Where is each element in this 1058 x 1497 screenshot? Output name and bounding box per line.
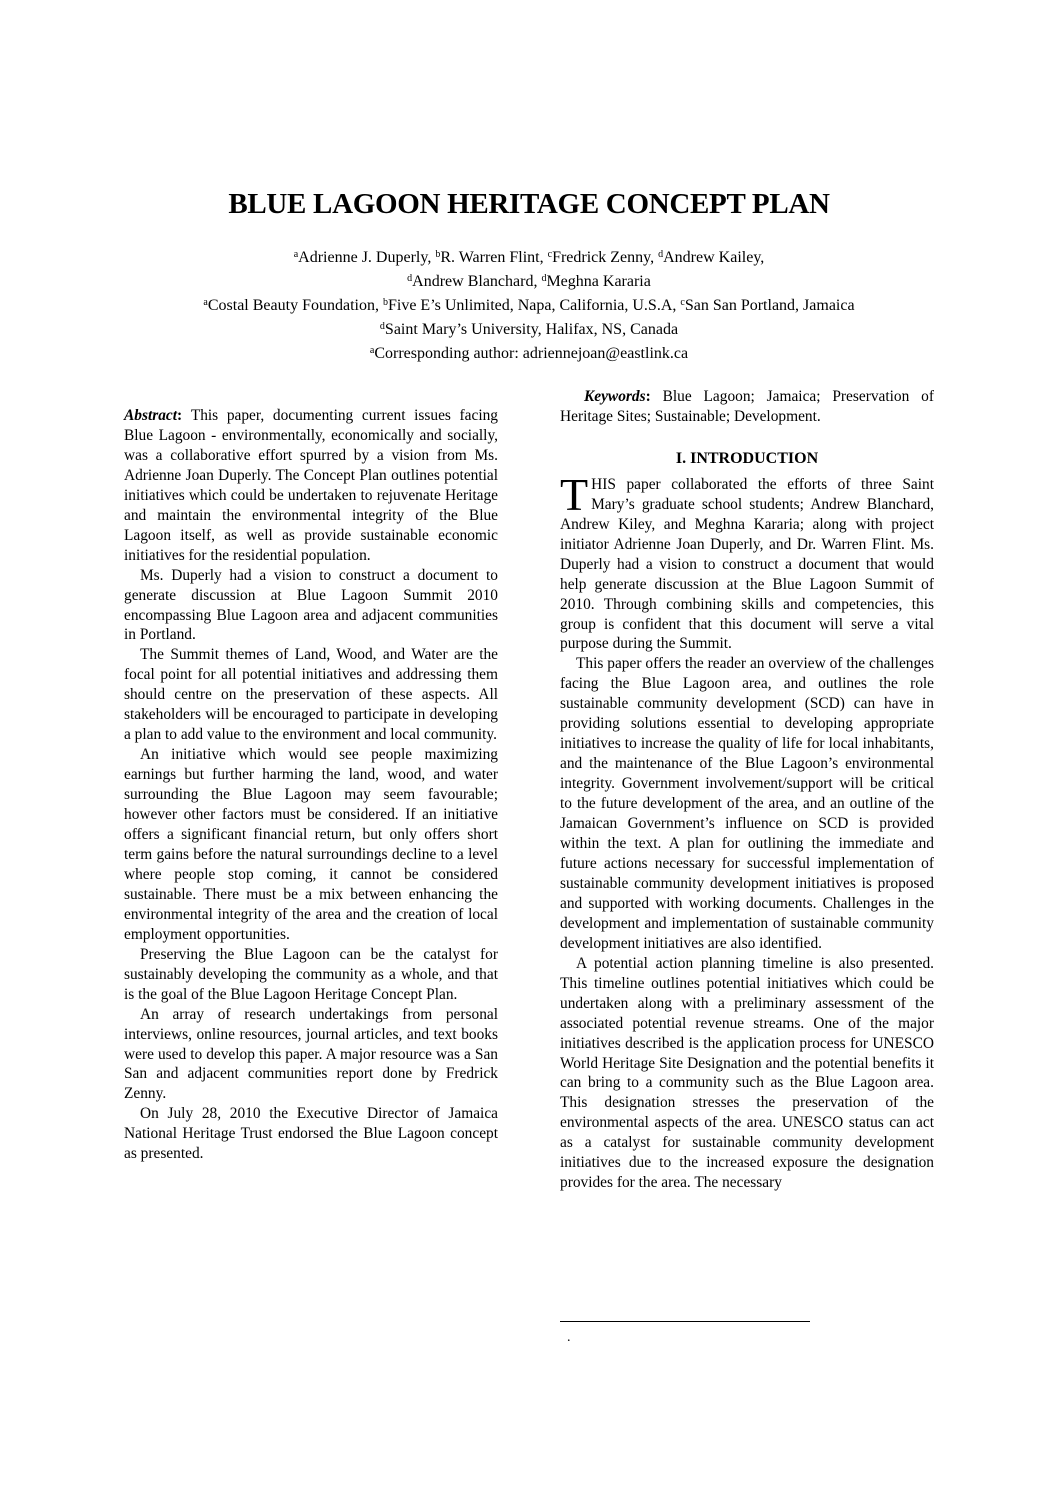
affiliation: $^b$Five E’s Unlimited, Napa, California, U.S.A, — [382, 297, 681, 314]
affiliations-line-1 — [0, 294, 1058, 318]
corresponding-email: Corresponding author: adriennejoan@eastlink.ca — [374, 345, 689, 362]
footnote-mark: . — [567, 1330, 571, 1345]
author: $^a$Adrienne J. Duperly, — [293, 249, 436, 266]
affiliations-line-2 — [0, 318, 1058, 342]
paragraph: This paper offers the reader an overview of the challenges facing the Blue Lagoon area, and outlines the role sustainable community development (SCD) can have in providing solutions essential to developing appropriate initiatives to increase the quality of life for local inhabitants, and the maintenance of the Blue Lagoon’s environmental integrity. Government involvement/support will be critical to the future development of the area, and an outline of the Jamaican Government’s influence on SCD is provided within the text. A plan for outlining the immediate and future actions necessary for successful implementation of sustainable community development initiatives is proposed and supported with working documents. Challenges in the development and implementation of sustainable community development initiatives are also identified. — [560, 655, 934, 952]
keywords: Keywords: Blue Lagoon; Jamaica; Preservation of Heritage Sites; Sustainable; Development. — [560, 388, 934, 425]
author: $^b$R. Warren Flint, — [435, 249, 548, 266]
left-column — [124, 406, 498, 1164]
intro-smallcaps: HIS — [591, 475, 616, 493]
authors-line-1 — [0, 246, 1058, 270]
paragraph: The Summit themes of Land, Wood, and Water are the focal point for all potential initiatives and addressing them should centre on the preservation of these aspects. All stakeholders will be encouraged to participate in developing a plan to add value to the environment and local community. — [124, 646, 498, 744]
author: $^d$Meghna Kararia — [541, 273, 651, 290]
paragraph: A potential action planning timeline is also presented. This timeline outlines potential initiatives which could be undertaken along with a preliminary assessment of the associated potential revenue streams. One of the major initiatives described is the application process for UNESCO World Heritage Site Designation and the potential benefits it can bring to a community such as the Blue Lagoon area. This designation stresses the preservation of the environmental aspects of the area. UNESCO status can act as a catalyst for sustainable community development initiatives due to the increased exposure the designation provides for the area. The necessary — [560, 954, 934, 1192]
author: $^c$Fredrick Zenny, — [547, 249, 659, 266]
section-heading-introduction: I. INTRODUCTION — [675, 449, 819, 467]
right-column — [560, 387, 934, 1193]
affiliation: $^c$San San Portland, Jamaica — [680, 297, 855, 314]
authors-line-2 — [0, 270, 1058, 294]
paragraph: An initiative which would see people maximizing earnings but further harming the land, wood, and water surrounding the Blue Lagoon may seem favourable; however other factors must be considered. If an initiative offers a significant financial return, but only offers short term gains before the natural surroundings decline to a level where people stop coming, it cannot be considered sustainable. There must be a mix between enhancing the environmental integrity of the area and the creation of local employment opportunities. — [124, 746, 498, 943]
abstract-text: This paper, documenting current issues facing Blue Lagoon - environmentally, economically and socially, was a collaborative effort spurred by a vision from Ms. Adrienne Joan Duperly. The Concept Plan outlines potential initiatives which could be undertaken to rejuvenate Heritage and maintain the environmental integrity of the Blue Lagoon itself, as well as provide sustainable economic initiatives for the residential population. — [124, 407, 498, 564]
paragraph: Preserving the Blue Lagoon can be the catalyst for sustainably developing the community as a whole, and that is the goal of the Blue Lagoon Heritage Concept Plan. — [124, 945, 498, 1003]
corresponding-author: $^a$Corresponding author: adriennejoan@eastlink.ca — [369, 345, 689, 362]
keywords-text: Blue Lagoon; Jamaica; Preservation of Heritage Sites; Sustainable; Development. — [560, 388, 934, 425]
author: $^d$Andrew Blanchard, — [407, 273, 542, 290]
abstract: Abstract: This paper, documenting current issues facing Blue Lagoon - environmentally, economically and socially, was a collaborative effort spurred by a vision from Ms. Adrienne Joan Duperly. The Concept Plan outlines potential initiatives which could be undertaken to rejuvenate Heritage and maintain the environmental integrity of the Blue Lagoon itself, as well as provide sustainable economic initiatives for the residential population. — [124, 407, 498, 564]
affiliation: $^d$Saint Mary’s University, Halifax, NS, Canada — [379, 321, 679, 338]
paper-title: BLUE LAGOON HERITAGE CONCEPT PLAN — [228, 188, 830, 220]
paragraph: On July 28, 2010 the Executive Director of Jamaica National Heritage Trust endorsed the Blue Lagoon concept as presented. — [124, 1105, 498, 1163]
footnote-divider — [560, 1321, 810, 1322]
paragraph: An array of research undertakings from personal interviews, online resources, journal articles, and text books were used to develop this paper. A major resource was a San San and adjacent communities report done by Fredrick Zenny. — [124, 1005, 498, 1103]
keywords-label: Keywords — [584, 388, 646, 405]
affiliation: $^a$Costal Beauty Foundation, — [203, 297, 383, 314]
intro-paragraph: THIS paper collaborated the efforts of three Saint Mary’s graduate school students; Andrew Blanchard, Andrew Kiley, and Meghna Kararia; along with project initiator Adrienne Joan Duperly, and Dr. Warren Flint. Ms. Duperly had a vision to construct a document that would help generate discussion at the Blue Lagoon Summit of 2010. Through combining skills and competencies, this group is confident that this document will serve a vital purpose during the Summit. — [560, 468, 934, 653]
abstract-label: Abstract — [124, 407, 178, 424]
author: $^d$Andrew Kailey, — [658, 249, 765, 266]
paragraph: Ms. Duperly had a vision to construct a document to generate discussion at Blue Lagoon Summit 2010 encompassing Blue Lagoon area and adjacent communities in Portland. — [124, 566, 498, 644]
drop-cap: T — [560, 468, 589, 520]
